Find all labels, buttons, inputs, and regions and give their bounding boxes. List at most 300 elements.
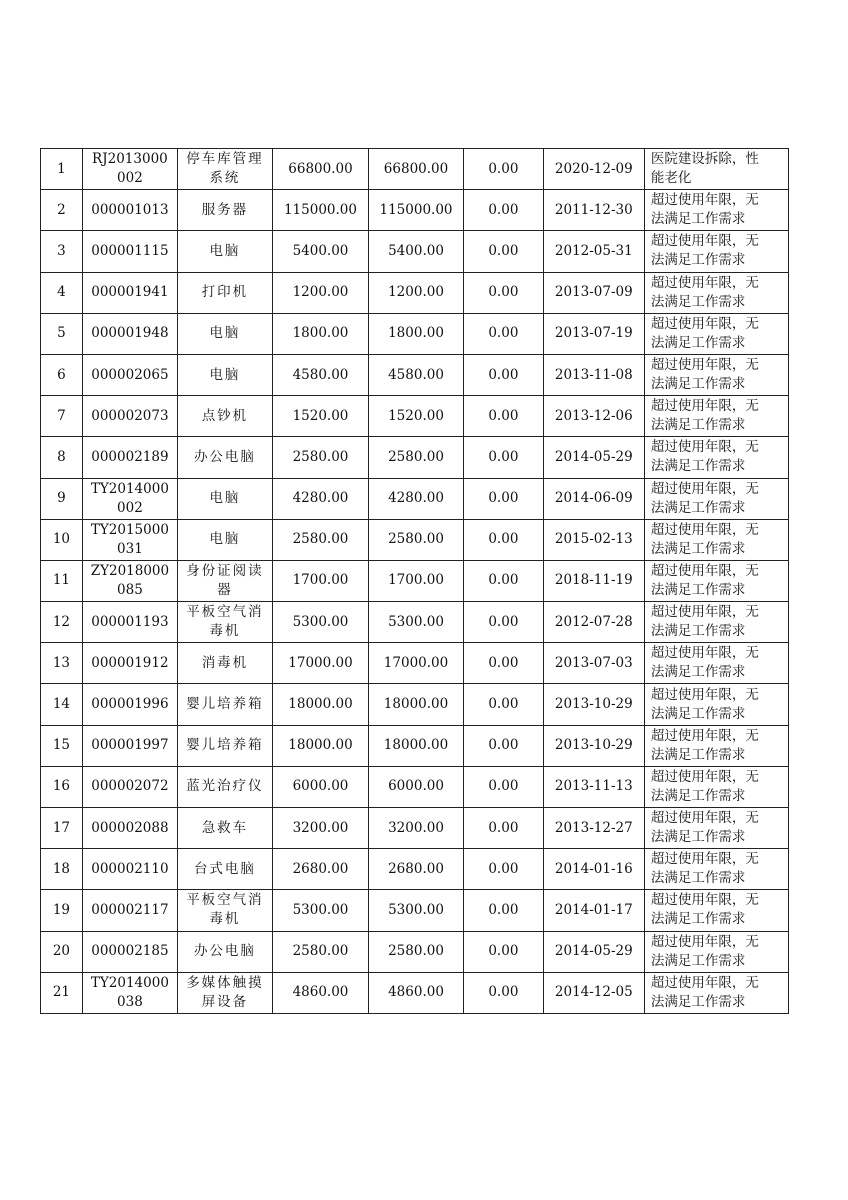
asset-name-line: 停车库管理 (186, 151, 264, 168)
net-value (369, 149, 464, 190)
acquisition-date-line: 2011-12-30 (554, 201, 633, 218)
row-number-line: 15 (52, 737, 71, 754)
asset-code (82, 354, 177, 395)
asset-name-line: 婴儿培养箱 (186, 737, 264, 754)
row-number (41, 972, 83, 1013)
asset-name (177, 808, 272, 849)
asset-name-line: 婴儿培养箱 (186, 696, 264, 713)
residual-value-line: 0.00 (488, 201, 519, 218)
row-number (41, 766, 83, 807)
asset-code-line: TY2014000 (90, 480, 169, 497)
table-row (41, 643, 789, 684)
residual-value-line: 0.00 (488, 284, 519, 301)
net-value (369, 478, 464, 519)
row-number-line: 21 (52, 984, 71, 1001)
asset-name-line: 电脑 (209, 325, 241, 342)
residual-value-line: 0.00 (488, 860, 519, 877)
acquisition-date (543, 684, 644, 725)
net-value-line: 2580.00 (388, 531, 444, 548)
row-number (41, 684, 83, 725)
net-value-line: 3200.00 (388, 819, 444, 836)
residual-value-line: 0.00 (488, 531, 519, 548)
asset-code-line: ZY2018000 (90, 562, 170, 579)
original-value-line: 115000.00 (283, 201, 357, 218)
net-value-line: 2580.00 (388, 943, 444, 960)
net-value-line: 4280.00 (388, 490, 444, 507)
asset-code-line: TY2015000 (90, 521, 169, 538)
table-row (41, 972, 789, 1013)
acquisition-date (543, 396, 644, 437)
row-number (41, 396, 83, 437)
residual-value-line: 0.00 (488, 654, 519, 671)
row-number-line: 6 (57, 366, 66, 383)
asset-code (82, 725, 177, 766)
acquisition-date (543, 643, 644, 684)
disposal-reason-line: 超过使用年限，无 (650, 686, 759, 703)
acquisition-date-line: 2014-01-17 (554, 901, 633, 918)
residual-value-line: 0.00 (488, 572, 519, 589)
acquisition-date-line: 2013-11-13 (554, 778, 633, 795)
residual-value (464, 313, 544, 354)
acquisition-date (543, 313, 644, 354)
residual-value (464, 808, 544, 849)
residual-value (464, 972, 544, 1013)
asset-disposal-table (40, 148, 789, 1014)
disposal-reason-line: 法满足工作需求 (650, 705, 746, 722)
residual-value (464, 684, 544, 725)
residual-value-line: 0.00 (488, 778, 519, 795)
asset-name-line: 电脑 (209, 366, 241, 383)
disposal-reason (644, 766, 788, 807)
net-value-line: 1800.00 (388, 325, 444, 342)
residual-value-line: 0.00 (488, 737, 519, 754)
original-value (272, 437, 368, 478)
acquisition-date (543, 519, 644, 560)
table-row (41, 313, 789, 354)
original-value-line: 2580.00 (292, 531, 349, 548)
residual-value (464, 437, 544, 478)
acquisition-date-line: 2014-05-29 (554, 943, 633, 960)
original-value-line: 2580.00 (292, 448, 349, 465)
table-row (41, 849, 789, 890)
original-value-line: 5300.00 (292, 613, 349, 630)
row-number-line: 7 (57, 407, 66, 424)
asset-name (177, 890, 272, 931)
row-number-line: 1 (57, 160, 66, 177)
row-number (41, 808, 83, 849)
asset-name (177, 190, 272, 231)
disposal-reason (644, 972, 788, 1013)
residual-value-line: 0.00 (488, 696, 519, 713)
disposal-reason-line: 超过使用年限，无 (650, 315, 759, 332)
original-value-line: 66800.00 (288, 160, 353, 177)
disposal-reason-line: 超过使用年限，无 (650, 521, 759, 538)
residual-value (464, 931, 544, 972)
original-value (272, 519, 368, 560)
asset-name-line: 打印机 (201, 284, 249, 301)
row-number (41, 437, 83, 478)
acquisition-date (543, 931, 644, 972)
disposal-reason (644, 560, 788, 601)
original-value-line: 1800.00 (292, 325, 349, 342)
row-number (41, 643, 83, 684)
asset-code-line: 002 (117, 170, 143, 187)
asset-code-line: 002 (117, 499, 143, 516)
original-value-line: 2580.00 (292, 943, 349, 960)
asset-code (82, 231, 177, 272)
disposal-reason-line: 超过使用年限，无 (650, 439, 759, 456)
row-number (41, 890, 83, 931)
residual-value-line: 0.00 (488, 325, 519, 342)
acquisition-date (543, 602, 644, 643)
asset-code (82, 890, 177, 931)
residual-value-line: 0.00 (488, 366, 519, 383)
row-number-line: 13 (52, 654, 71, 671)
asset-code-line: 000001115 (91, 242, 169, 259)
residual-value-line: 0.00 (488, 943, 519, 960)
acquisition-date (543, 437, 644, 478)
disposal-reason-line: 法满足工作需求 (650, 376, 746, 393)
disposal-reason (644, 684, 788, 725)
disposal-reason-line: 法满足工作需求 (650, 664, 746, 681)
asset-name-line: 点钞机 (201, 407, 249, 424)
asset-code (82, 972, 177, 1013)
asset-name (177, 643, 272, 684)
disposal-reason (644, 149, 788, 190)
asset-code-line: 000002088 (91, 819, 169, 836)
asset-name-line: 多媒体触摸 (186, 974, 264, 991)
disposal-reason (644, 519, 788, 560)
residual-value (464, 190, 544, 231)
disposal-reason-line: 法满足工作需求 (650, 829, 746, 846)
original-value (272, 890, 368, 931)
row-number-line: 11 (52, 572, 71, 589)
table-row (41, 354, 789, 395)
original-value (272, 149, 368, 190)
original-value (272, 849, 368, 890)
disposal-reason-line: 法满足工作需求 (650, 993, 746, 1010)
original-value (272, 313, 368, 354)
disposal-reason-line: 法满足工作需求 (650, 787, 746, 804)
original-value-line: 3200.00 (292, 819, 349, 836)
acquisition-date (543, 725, 644, 766)
asset-name (177, 849, 272, 890)
asset-name (177, 313, 272, 354)
residual-value (464, 766, 544, 807)
asset-code (82, 272, 177, 313)
original-value-line: 4280.00 (292, 490, 349, 507)
asset-name-line: 器 (217, 581, 233, 598)
row-number (41, 231, 83, 272)
row-number-line: 4 (57, 284, 66, 301)
acquisition-date-line: 2020-12-09 (554, 160, 633, 177)
acquisition-date (543, 231, 644, 272)
disposal-reason (644, 725, 788, 766)
original-value (272, 396, 368, 437)
net-value-line: 1700.00 (388, 572, 444, 589)
disposal-reason (644, 354, 788, 395)
row-number (41, 602, 83, 643)
original-value (272, 725, 368, 766)
asset-name (177, 560, 272, 601)
original-value (272, 643, 368, 684)
acquisition-date-line: 2013-07-03 (554, 654, 633, 671)
asset-name (177, 437, 272, 478)
row-number-line: 3 (57, 242, 66, 259)
asset-name (177, 931, 272, 972)
asset-name-line: 平板空气消 (186, 604, 264, 621)
row-number (41, 725, 83, 766)
disposal-reason-line: 法满足工作需求 (650, 540, 746, 557)
acquisition-date (543, 972, 644, 1013)
net-value (369, 890, 464, 931)
original-value-line: 1520.00 (292, 407, 349, 424)
table-row (41, 602, 789, 643)
disposal-reason-line: 法满足工作需求 (650, 623, 746, 640)
asset-name-line: 毒机 (209, 911, 241, 928)
disposal-reason-line: 法满足工作需求 (650, 952, 746, 969)
residual-value-line: 0.00 (488, 490, 519, 507)
residual-value (464, 849, 544, 890)
disposal-reason-line: 法满足工作需求 (650, 746, 746, 763)
acquisition-date-line: 2013-07-19 (554, 325, 633, 342)
net-value (369, 766, 464, 807)
table-row (41, 190, 789, 231)
residual-value-line: 0.00 (488, 160, 519, 177)
row-number-line: 5 (57, 325, 66, 342)
asset-name-line: 电脑 (209, 490, 241, 507)
net-value (369, 519, 464, 560)
net-value-line: 5400.00 (388, 242, 444, 259)
net-value (369, 354, 464, 395)
row-number-line: 14 (52, 696, 71, 713)
asset-code (82, 849, 177, 890)
original-value-line: 2680.00 (292, 860, 349, 877)
asset-name-line: 急救车 (201, 819, 249, 836)
asset-name-line: 屏设备 (201, 993, 249, 1010)
row-number (41, 272, 83, 313)
asset-name-line: 毒机 (209, 623, 241, 640)
net-value (369, 437, 464, 478)
disposal-reason-line: 超过使用年限，无 (650, 604, 759, 621)
table-row (41, 890, 789, 931)
disposal-reason-line: 法满足工作需求 (650, 870, 746, 887)
net-value-line: 4580.00 (388, 366, 444, 383)
asset-code-line: 000001948 (91, 325, 169, 342)
residual-value (464, 231, 544, 272)
original-value (272, 684, 368, 725)
asset-code (82, 149, 177, 190)
disposal-reason (644, 231, 788, 272)
asset-code-line: 000002185 (91, 943, 169, 960)
asset-name (177, 602, 272, 643)
original-value-line: 5300.00 (292, 901, 349, 918)
asset-code-line: 000002073 (91, 407, 169, 424)
asset-code-line: 031 (117, 540, 143, 557)
disposal-reason (644, 313, 788, 354)
residual-value-line: 0.00 (488, 613, 519, 630)
disposal-reason-line: 超过使用年限，无 (650, 645, 759, 662)
residual-value (464, 272, 544, 313)
table-row (41, 478, 789, 519)
net-value (369, 190, 464, 231)
asset-code (82, 808, 177, 849)
asset-code (82, 931, 177, 972)
residual-value-line: 0.00 (488, 819, 519, 836)
disposal-reason-line: 法满足工作需求 (650, 252, 746, 269)
asset-name-line: 办公电脑 (193, 943, 256, 960)
disposal-reason (644, 190, 788, 231)
table-row (41, 684, 789, 725)
row-number-line: 12 (52, 613, 71, 630)
residual-value (464, 725, 544, 766)
acquisition-date (543, 808, 644, 849)
table-row (41, 766, 789, 807)
row-number (41, 354, 83, 395)
asset-name-line: 平板空气消 (186, 892, 264, 909)
asset-code (82, 684, 177, 725)
table-row (41, 272, 789, 313)
acquisition-date (543, 766, 644, 807)
row-number-line: 18 (52, 860, 71, 877)
net-value (369, 272, 464, 313)
asset-code-line: 000002072 (91, 778, 169, 795)
disposal-reason-line: 超过使用年限，无 (650, 480, 759, 497)
acquisition-date-line: 2012-07-28 (554, 613, 633, 630)
row-number-line: 2 (57, 201, 66, 218)
disposal-reason (644, 808, 788, 849)
net-value-line: 17000.00 (383, 654, 449, 671)
asset-code (82, 519, 177, 560)
row-number-line: 17 (52, 819, 71, 836)
acquisition-date (543, 849, 644, 890)
disposal-reason-line: 法满足工作需求 (650, 458, 746, 475)
disposal-reason-line: 超过使用年限，无 (650, 974, 759, 991)
acquisition-date-line: 2012-05-31 (554, 242, 633, 259)
row-number (41, 560, 83, 601)
disposal-reason-line: 法满足工作需求 (650, 417, 746, 434)
row-number (41, 519, 83, 560)
net-value (369, 313, 464, 354)
residual-value-line: 0.00 (488, 407, 519, 424)
acquisition-date (543, 890, 644, 931)
table-row (41, 519, 789, 560)
asset-name-line: 系统 (209, 170, 241, 187)
original-value-line: 4860.00 (292, 984, 349, 1001)
asset-code-line: 000001997 (91, 737, 169, 754)
original-value-line: 4580.00 (292, 366, 349, 383)
disposal-reason-line: 能老化 (650, 170, 692, 187)
original-value (272, 931, 368, 972)
disposal-reason (644, 931, 788, 972)
disposal-reason-line: 法满足工作需求 (650, 293, 746, 310)
net-value-line: 66800.00 (383, 160, 449, 177)
residual-value (464, 560, 544, 601)
net-value (369, 808, 464, 849)
acquisition-date-line: 2015-02-13 (554, 531, 633, 548)
residual-value-line: 0.00 (488, 984, 519, 1001)
asset-table-body (41, 149, 789, 1014)
disposal-reason-line: 法满足工作需求 (650, 911, 746, 928)
original-value-line: 1700.00 (292, 572, 349, 589)
asset-name-line: 蓝光治疗仪 (186, 778, 264, 795)
asset-name (177, 231, 272, 272)
original-value (272, 560, 368, 601)
asset-code (82, 478, 177, 519)
disposal-reason (644, 272, 788, 313)
asset-name-line: 身份证阅读 (186, 562, 264, 579)
asset-code (82, 190, 177, 231)
net-value-line: 18000.00 (383, 737, 449, 754)
original-value (272, 602, 368, 643)
disposal-reason (644, 602, 788, 643)
net-value (369, 231, 464, 272)
table-row (41, 931, 789, 972)
disposal-reason-line: 超过使用年限，无 (650, 398, 759, 415)
net-value-line: 2580.00 (388, 448, 444, 465)
residual-value-line: 0.00 (488, 242, 519, 259)
row-number (41, 478, 83, 519)
acquisition-date-line: 2013-10-29 (554, 696, 633, 713)
asset-code-line: 085 (117, 581, 143, 598)
asset-name (177, 725, 272, 766)
asset-code (82, 643, 177, 684)
asset-code-line: 000001996 (91, 696, 169, 713)
acquisition-date (543, 190, 644, 231)
net-value-line: 2680.00 (388, 860, 444, 877)
net-value (369, 643, 464, 684)
row-number-line: 16 (52, 778, 71, 795)
net-value-line: 1200.00 (388, 284, 444, 301)
acquisition-date (543, 560, 644, 601)
acquisition-date-line: 2013-12-27 (554, 819, 633, 836)
original-value (272, 972, 368, 1013)
net-value (369, 684, 464, 725)
residual-value-line: 0.00 (488, 448, 519, 465)
disposal-reason-line: 法满足工作需求 (650, 211, 746, 228)
disposal-reason (644, 849, 788, 890)
original-value (272, 766, 368, 807)
asset-name-line: 消毒机 (201, 654, 249, 671)
net-value (369, 931, 464, 972)
original-value (272, 478, 368, 519)
disposal-reason (644, 437, 788, 478)
disposal-reason-line: 超过使用年限，无 (650, 562, 759, 579)
disposal-reason-line: 超过使用年限，无 (650, 274, 759, 291)
net-value (369, 602, 464, 643)
original-value-line: 6000.00 (292, 778, 349, 795)
asset-code-line: 000001912 (91, 654, 169, 671)
net-value (369, 725, 464, 766)
disposal-reason-line: 法满足工作需求 (650, 581, 746, 598)
disposal-reason-line: 超过使用年限，无 (650, 357, 759, 374)
residual-value-line: 0.00 (488, 901, 519, 918)
disposal-reason-line: 超过使用年限，无 (650, 192, 759, 209)
asset-code (82, 437, 177, 478)
asset-name-line: 办公电脑 (193, 448, 256, 465)
residual-value (464, 602, 544, 643)
original-value-line: 18000.00 (288, 737, 353, 754)
net-value-line: 1520.00 (388, 407, 444, 424)
net-value (369, 849, 464, 890)
net-value-line: 5300.00 (388, 901, 444, 918)
residual-value (464, 396, 544, 437)
asset-code-line: 038 (117, 993, 143, 1010)
disposal-reason (644, 643, 788, 684)
asset-name (177, 972, 272, 1013)
table-row (41, 808, 789, 849)
asset-name (177, 519, 272, 560)
